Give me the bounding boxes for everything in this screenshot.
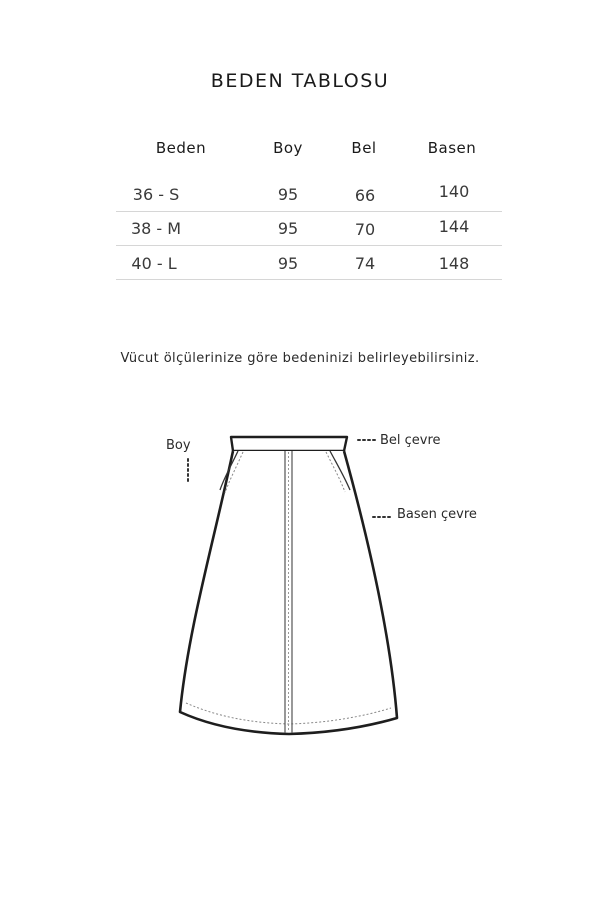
boy-label: Boy [166, 438, 191, 453]
cell-size: 40 - L [131, 254, 177, 273]
cell-size: 36 - S [132, 185, 180, 204]
cell-boy: 95 [277, 254, 299, 273]
header-boy: Boy [273, 139, 303, 157]
waistband-shape [231, 437, 347, 451]
header-basen: Basen [427, 139, 477, 157]
cell-boy: 95 [277, 219, 299, 238]
page-title: BEDEN TABLOSU [210, 70, 390, 92]
cell-bel: 74 [354, 254, 376, 273]
sizing-note: Vücut ölçülerinize göre bedeninizi belirleyebilirsiniz. [120, 351, 480, 366]
cell-bel: 70 [354, 220, 376, 239]
header-beden: Beden [155, 139, 207, 157]
cell-basen: 144 [438, 217, 470, 236]
bel-cevre-label: Bel çevre [380, 433, 441, 448]
cell-size: 38 - M [130, 219, 182, 238]
header-bel: Bel [351, 139, 377, 157]
cell-bel: 66 [354, 186, 376, 205]
cell-boy: 95 [277, 185, 299, 204]
cell-basen: 148 [438, 254, 470, 273]
cell-basen: 140 [438, 182, 470, 201]
basen-cevre-label: Basen çevre [397, 507, 477, 522]
